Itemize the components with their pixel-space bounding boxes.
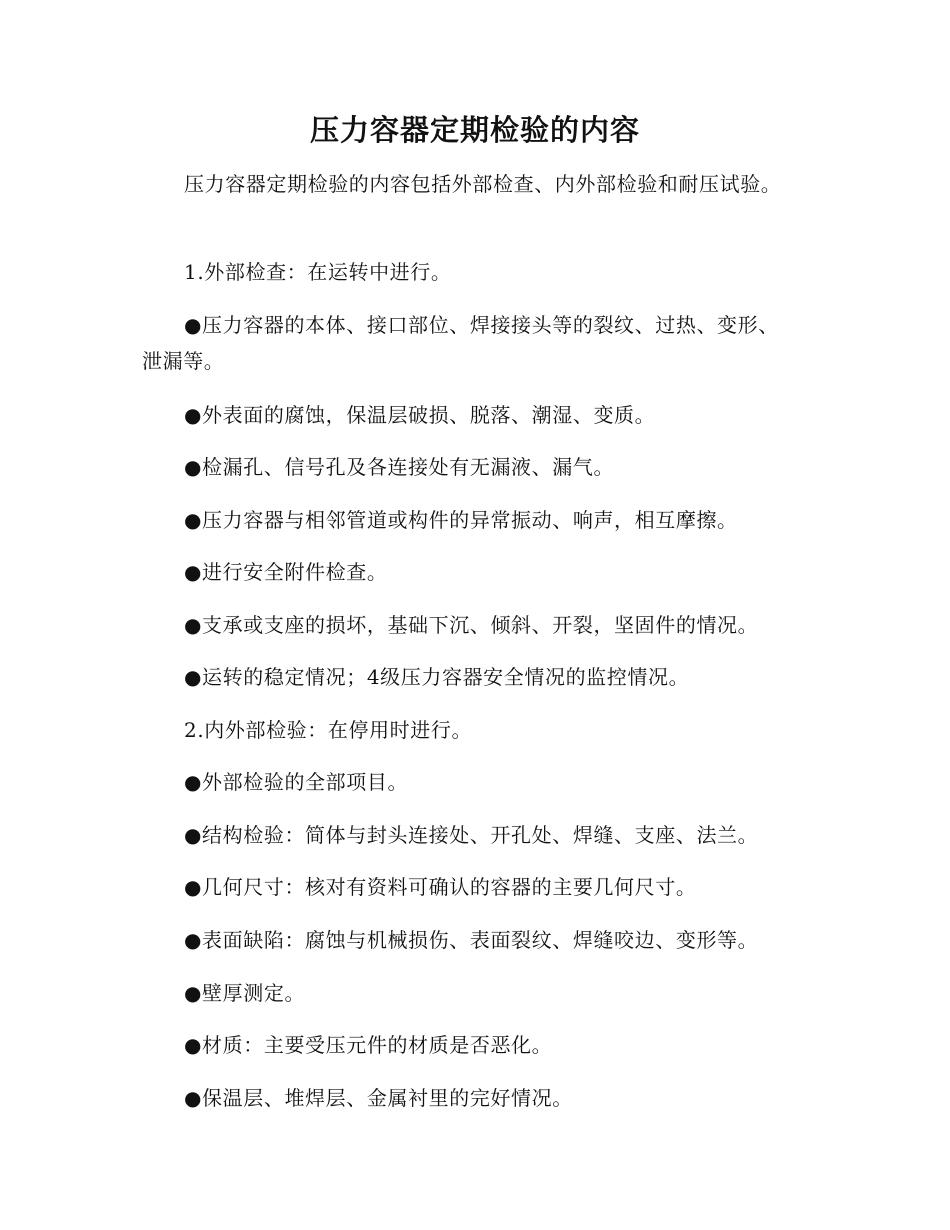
document-title: 压力容器定期检验的内容 (309, 113, 640, 147)
bullet-item: ●表面缺陷：腐蚀与机械损伤、表面裂纹、焊缝咬边、变形等。 (184, 928, 759, 952)
bullet-item: ●运转的稳定情况；4级压力容器安全情况的监控情况。 (184, 665, 690, 689)
bullet-item: ●几何尺寸：核对有资料可确认的容器的主要几何尺寸。 (184, 875, 697, 899)
bullet-item: ●材质：主要受压元件的材质是否恶化。 (184, 1033, 553, 1057)
intro-paragraph: 压力容器定期检验的内容包括外部检查、内外部检验和耐压试验。 (184, 172, 782, 196)
bullet-item: ●结构检验：简体与封头连接处、开孔处、焊缝、支座、法兰。 (184, 823, 759, 847)
bullet-item: ●保温层、堆焊层、金属衬里的完好情况。 (184, 1086, 573, 1110)
bullet-item: ●压力容器的本体、接口部位、焊接接头等的裂纹、过热、变形、泄漏等。 (142, 313, 779, 373)
section-heading-external-check: 1.外部检查：在运转中进行。 (184, 260, 452, 284)
bullet-item: ●外部检验的全部项目。 (184, 770, 409, 794)
bullet-item: ●外表面的腐蚀，保温层破损、脱落、潮湿、变质。 (184, 403, 656, 427)
section-heading-internal-external-inspection: 2.内外部检验：在停用时进行。 (184, 718, 473, 742)
bullet-item: ●压力容器与相邻管道或构件的异常振动、响声，相互摩擦。 (184, 508, 738, 532)
bullet-item: ●支承或支座的损坏，基础下沉、倾斜、开裂，坚固件的情况。 (184, 613, 759, 637)
bullet-item: ●检漏孔、信号孔及各连接处有无漏液、漏气。 (184, 455, 615, 479)
bullet-item: ●壁厚测定。 (184, 981, 306, 1005)
bullet-item: ●进行安全附件检查。 (184, 560, 388, 584)
